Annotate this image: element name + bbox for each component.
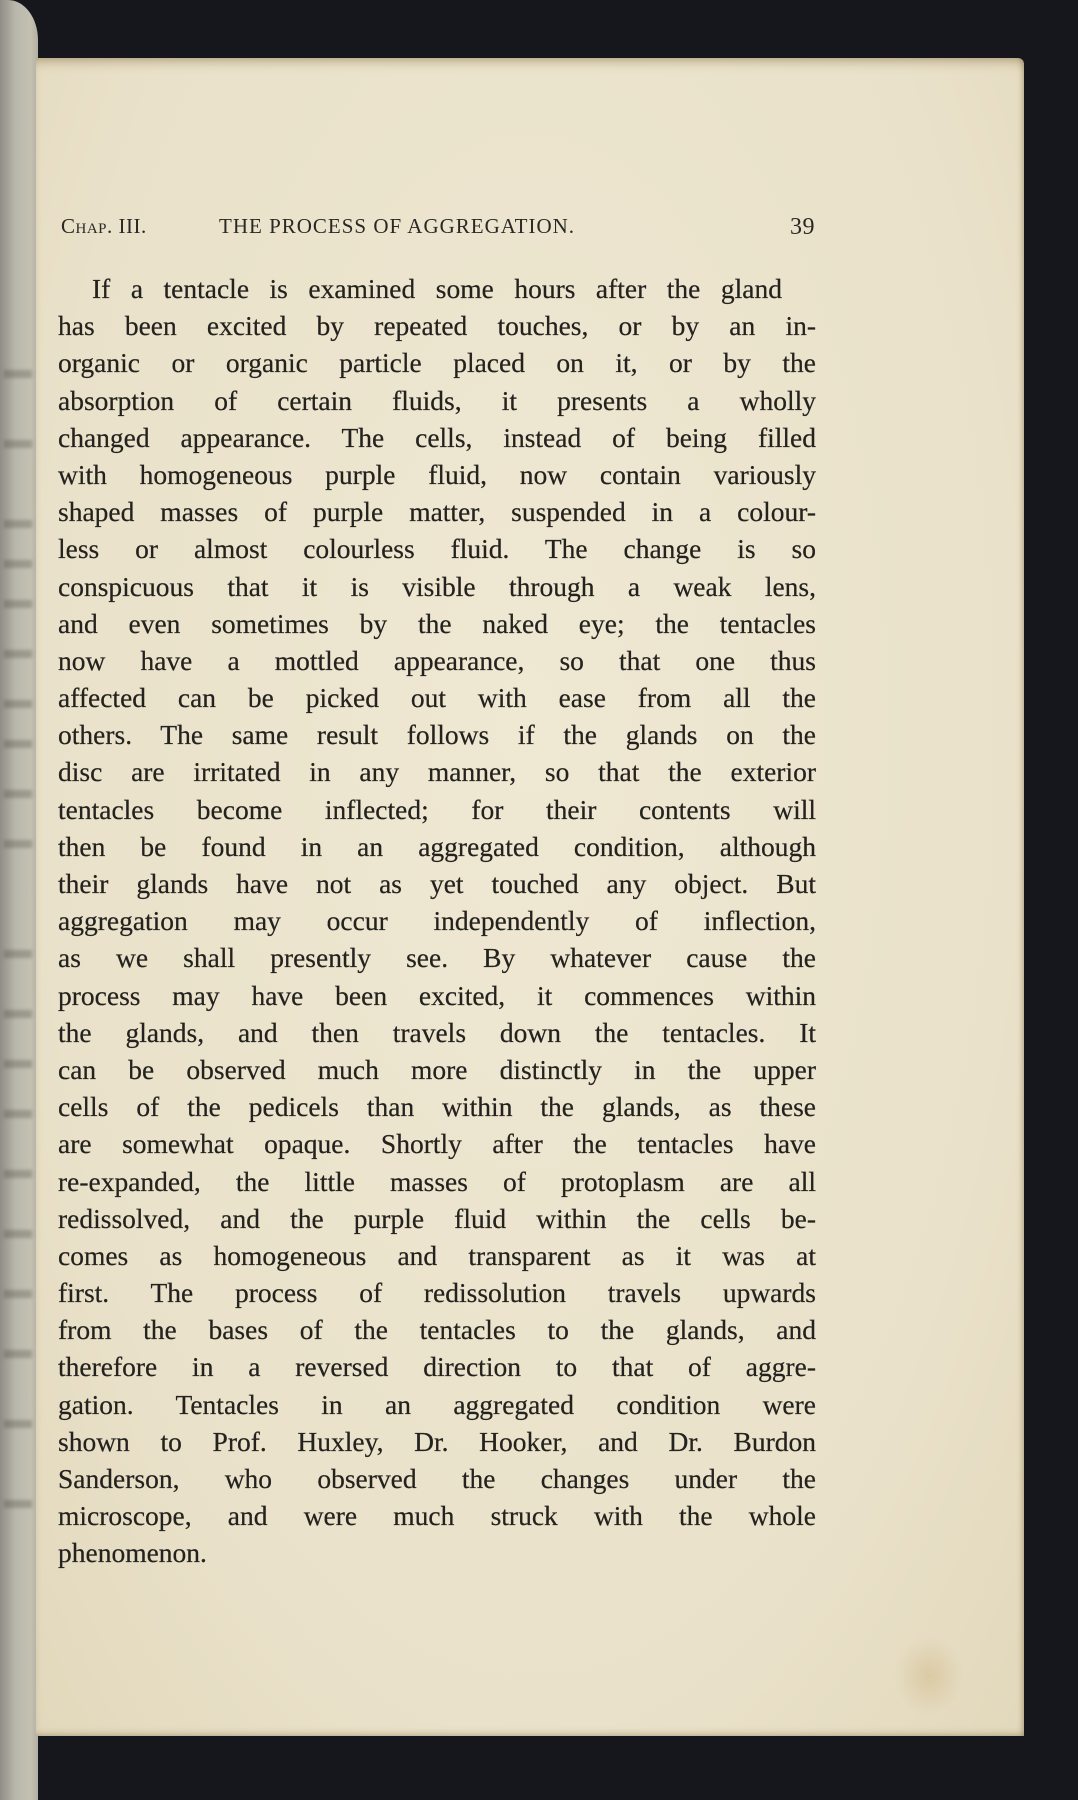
text-line-content: has been excited by repeated touches, or by an in- [58, 310, 816, 342]
text-line-content: If a tentacle is examined some hours after the gland [92, 273, 782, 304]
text-line-content: gation. Tentacles in an aggregated condition were [58, 1388, 816, 1420]
ghost-text [4, 650, 32, 658]
text-line-content: can be observed much more distinctly in the upper [58, 1053, 816, 1085]
text-line-content: the glands, and then travels down the tentacles. It [58, 1016, 816, 1048]
ghost-text [4, 840, 32, 848]
text-line [58, 1348, 816, 1385]
text-line-content: now have a mottled appearance, so that one thus [58, 644, 816, 676]
text-line [58, 977, 816, 1014]
text-line-content: tentacles become inflected; for their contents will [58, 793, 816, 825]
text-line [58, 568, 816, 605]
ghost-text [4, 370, 32, 378]
running-head [61, 214, 815, 244]
text-line [58, 1534, 816, 1571]
ghost-text [4, 600, 32, 608]
ghost-text [4, 740, 32, 748]
running-title: THE PROCESS OF AGGREGATION. [219, 214, 576, 238]
text-line [58, 939, 816, 976]
text-line [58, 1014, 816, 1051]
text-line [58, 828, 816, 865]
text-line-content: cells of the pedicels than within the glands, as these [58, 1091, 816, 1123]
text-line-content: organic or organic particle placed on it, or by the [58, 347, 816, 379]
text-line [58, 270, 816, 307]
text-line [58, 382, 816, 419]
ghost-text [4, 1060, 32, 1068]
text-line-content: are somewhat opaque. Shortly after the tentacles have [58, 1128, 816, 1160]
ghost-text [4, 1420, 32, 1428]
text-line [58, 1163, 816, 1200]
text-line [58, 865, 816, 902]
text-line [58, 1423, 816, 1460]
text-line-content: shaped masses of purple matter, suspended in a colour- [58, 496, 816, 528]
text-line-content: first. The process of redissolution travels upwards [58, 1277, 816, 1309]
text-line [58, 419, 816, 456]
text-line-content: less or almost colourless fluid. The change is so [58, 533, 816, 565]
text-line-content: microscope, and were much struck with the whole [58, 1500, 816, 1532]
text-line-content: absorption of certain fluids, it presents a wholly [58, 384, 816, 416]
ghost-text [4, 950, 32, 958]
ghost-text [4, 700, 32, 708]
text-line-content: then be found in an aggregated condition, although [58, 830, 816, 862]
text-line [58, 1274, 816, 1311]
text-line [58, 642, 816, 679]
text-line [58, 1200, 816, 1237]
text-line-content: comes as homogeneous and transparent as it was at [58, 1239, 816, 1271]
text-line-content: phenomenon. [58, 1537, 207, 1569]
ghost-text [4, 1230, 32, 1238]
ghost-text [4, 1110, 32, 1118]
text-line [58, 344, 816, 381]
ghost-text [4, 1500, 32, 1508]
text-line [58, 716, 816, 753]
text-line [58, 530, 816, 567]
ghost-text [4, 1170, 32, 1178]
paper-stain [894, 1636, 964, 1716]
text-line [58, 493, 816, 530]
text-line-content: with homogeneous purple fluid, now contain variously [58, 458, 816, 490]
text-line [58, 1311, 816, 1348]
text-line [58, 1386, 816, 1423]
text-line-content: redissolved, and the purple fluid within the cells be- [58, 1202, 816, 1234]
text-line [58, 1237, 816, 1274]
text-line-content: as we shall presently see. By whatever cause the [58, 942, 816, 974]
text-line-content: others. The same result follows if the glands on the [58, 719, 816, 751]
text-line [58, 902, 816, 939]
text-line-content: process may have been excited, it commences within [58, 979, 816, 1011]
text-line [58, 1051, 816, 1088]
adjacent-page-edge [0, 0, 38, 1800]
page-number: 39 [790, 214, 815, 240]
text-line [58, 753, 816, 790]
text-line-content: from the bases of the tentacles to the glands, and [58, 1314, 816, 1346]
text-line [58, 791, 816, 828]
body-paragraph [58, 270, 816, 1572]
text-line-content: changed appearance. The cells, instead of being filled [58, 421, 816, 453]
text-line-content: their glands have not as yet touched any object. But [58, 868, 816, 899]
text-line-content: conspicuous that it is visible through a weak lens, [58, 570, 816, 602]
text-line-content: disc are irritated in any manner, so that the exterior [58, 756, 816, 788]
text-line [58, 1125, 816, 1162]
text-line [58, 307, 816, 344]
text-line-content: therefore in a reversed direction to that of aggre- [58, 1351, 816, 1383]
ghost-text [4, 1350, 32, 1358]
ghost-text [4, 520, 32, 528]
chapter-label: Chap. III. [61, 214, 147, 238]
text-line [58, 679, 816, 716]
ghost-text [4, 1010, 32, 1018]
text-line-content: Sanderson, who observed the changes under the [58, 1463, 816, 1494]
text-line [58, 456, 816, 493]
ghost-text [4, 440, 32, 448]
text-line-content: re-expanded, the little masses of protoplasm are all [58, 1165, 816, 1197]
text-line [58, 1497, 816, 1534]
text-line [58, 1460, 816, 1497]
ghost-text [4, 560, 32, 568]
text-line-content: aggregation may occur independently of inflection, [58, 905, 816, 937]
text-line-content: shown to Prof. Huxley, Dr. Hooker, and Dr. Burdon [58, 1425, 816, 1457]
text-line [58, 1088, 816, 1125]
text-line-content: affected can be picked out with ease from all the [58, 682, 816, 714]
text-line-content: and even sometimes by the naked eye; the tentacles [58, 607, 816, 639]
ghost-text [4, 790, 32, 798]
text-line [58, 605, 816, 642]
ghost-text [4, 1290, 32, 1298]
